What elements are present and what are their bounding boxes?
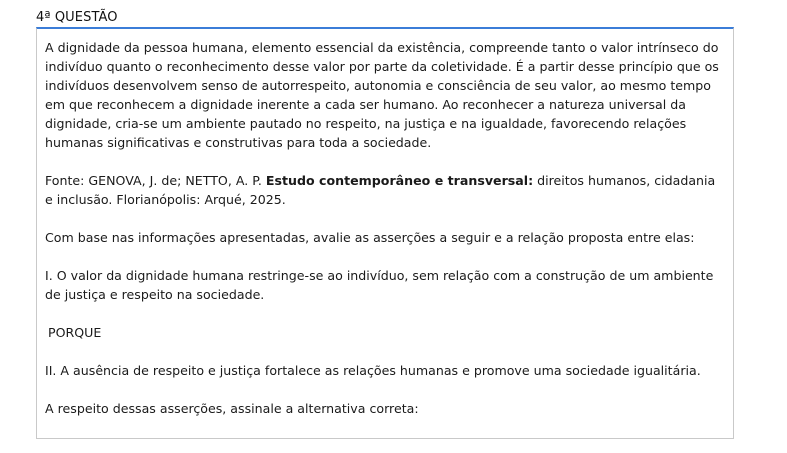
context-paragraph: A dignidade da pessoa humana, elemento essencial da existência, compreende tanto o valor intrínseco do indivíduo quanto o reconhecimento desse valor por parte da coletividade. É a partir desse princípio que os indivíduos desenvolvem senso de autorrespeito, autonomia e consciência de seu valor, ao mesmo tempo em que reconhecem a dignidade inerente a cada ser humano. Ao reconhecer a natureza universal da dignidade, cria-se um ambiente pautado no respeito, na justiça e na igualdade, favorecendo relações humanas significativas e construtivas para toda a sociedade. bbox=[45, 40, 719, 150]
source-suffix: direitos humanos, cidadania e inclusão. Florianópolis: Arqué, 2025. bbox=[45, 173, 716, 207]
source-prefix: Fonte: GENOVA, J. de; NETTO, A. P. bbox=[45, 173, 266, 188]
source-citation bbox=[45, 171, 725, 209]
source-title: Estudo contemporâneo e transversal: bbox=[265, 173, 534, 188]
assertion-one: I. O valor da dignidade humana restringe-se ao indivíduo, sem relação com a construção de um ambiente de justiça e respeito na sociedade. bbox=[45, 268, 714, 302]
assertion-two: II. A ausência de respeito e justiça fortalece as relações humanas e promove uma sociedade igualitária. bbox=[45, 363, 701, 378]
answer-prompt: A respeito dessas asserções, assinale a alternativa correta: bbox=[45, 401, 419, 416]
question-title: 4ª QUESTÃO bbox=[36, 10, 118, 25]
connector-porque: PORQUE bbox=[48, 325, 102, 340]
question-body bbox=[36, 27, 734, 439]
instruction-text: Com base nas informações apresentadas, avalie as asserções a seguir e a relação proposta entre elas: bbox=[45, 230, 695, 245]
